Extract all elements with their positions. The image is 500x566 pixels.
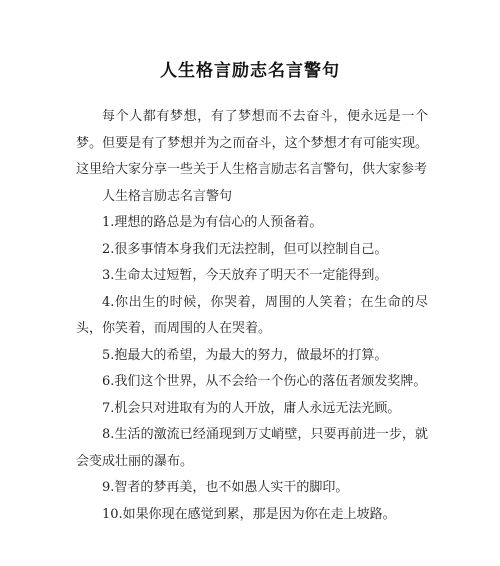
quote-item-5: 5.抱最大的希望，为最大的努力，做最坏的打算。 — [102, 347, 388, 363]
quote-item-4: 4.你出生的时候，你哭着，周围的人笑着；在生命的尽头，你笑着，而周围的人在哭着。 — [76, 294, 428, 336]
quote-item-3: 3.生命太过短暂，今天放弃了明天不一定能得到。 — [102, 268, 388, 283]
document-body — [76, 104, 428, 528]
quote-item-6: 6.我们这个世界，从不会给一个伤心的落伍者颁发奖牌。 — [102, 374, 427, 389]
quote-item-9: 9.智者的梦再美，也不如愚人实干的脚印。 — [102, 480, 349, 495]
quote-item-8: 8.生活的激流已经涌现到万丈峭壁，只要再前进一步，就会变成壮丽的瀑布。 — [76, 427, 428, 469]
document-title: 人生格言励志名言警句 — [160, 61, 340, 81]
quote-item-10: 10.如果你现在感觉到累，那是因为你在走上坡路。 — [102, 506, 396, 522]
quote-item-2: 2.很多事情本身我们无法控制，但可以控制自己。 — [102, 241, 388, 257]
intro-paragraph: 每个人都有梦想，有了梦想而不去奋斗，便永远是一个梦。但要是有了梦想并为之而奋斗，这个梦想才有可能实现。这里给大家分享一些关于人生格言励志名言警句，供大家参考 — [76, 109, 428, 177]
quote-item-1: 1.理想的路总是为有信心的人预备着。 — [102, 215, 323, 230]
quote-item-7: 7.机会只对进取有为的人开放，庸人永远无法光顾。 — [102, 400, 401, 416]
section-subtitle: 人生格言励志名言警句 — [102, 188, 233, 204]
